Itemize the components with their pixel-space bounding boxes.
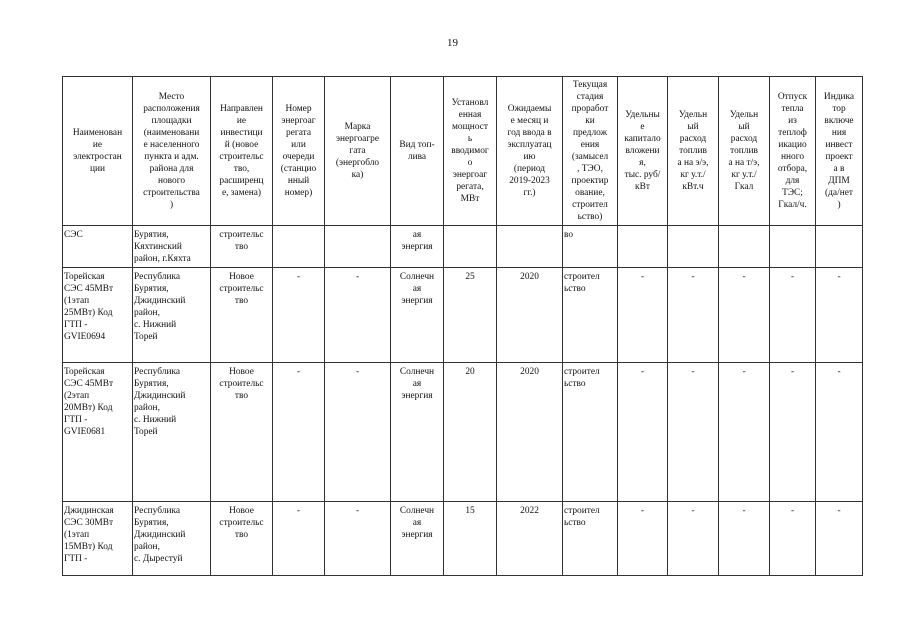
power-plants-table: [62, 76, 863, 576]
table-cell: [325, 226, 391, 268]
header-cell: Удельн ый расход топлив а на э/э, кг у.т./ кВт.ч: [668, 77, 719, 226]
table-cell: Солнечн ая энергия: [391, 363, 444, 502]
table-cell: строител ьство: [563, 268, 618, 363]
header-cell: Удельн ый расход топлив а на т/э, кг у.т./ Гкал: [719, 77, 770, 226]
table-cell: -: [325, 502, 391, 576]
header-cell: Вид топ- лива: [391, 77, 444, 226]
table-cell: -: [273, 363, 325, 502]
table-cell: Бурятия, Кяхтинский район, г.Кяхта: [133, 226, 211, 268]
header-cell: Установл енная мощност ь вводимог о энергоаг регата, МВт: [444, 77, 497, 226]
table-cell: строительс тво: [211, 226, 273, 268]
table-cell: -: [770, 363, 816, 502]
table-cell: 15: [444, 502, 497, 576]
table-cell: -: [273, 502, 325, 576]
header-cell: Ожидаемы е месяц и год ввода в эксплуатац ию (период 2019-2023 гг.): [497, 77, 563, 226]
table-cell: -: [325, 363, 391, 502]
table-cell: -: [668, 502, 719, 576]
table-cell: [668, 226, 719, 268]
header-cell: Направлен ие инвестици й (новое строительс тво, расширенц е, замена): [211, 77, 273, 226]
table-cell: Республика Бурятия, Джидинский район, с. Нижний Торей: [133, 268, 211, 363]
table-cell: -: [719, 363, 770, 502]
table-cell: -: [816, 268, 863, 363]
table-cell: Республика Бурятия, Джидинский район, с. Нижний Торей: [133, 363, 211, 502]
table-cell: -: [618, 363, 668, 502]
table-cell: Солнечн ая энергия: [391, 502, 444, 576]
table-cell: -: [719, 502, 770, 576]
table-cell: Новое строительс тво: [211, 363, 273, 502]
header-cell: Номер энергоаг регата или очереди (станцио нный номер): [273, 77, 325, 226]
table-cell: [273, 226, 325, 268]
header-row: [63, 77, 863, 226]
table-cell: Новое строительс тво: [211, 268, 273, 363]
table-cell: Республика Бурятия, Джидинский район, с. Дырестуй: [133, 502, 211, 576]
table-cell: [719, 226, 770, 268]
table-cell: 20: [444, 363, 497, 502]
header-cell: Наименован ие электростан ции: [63, 77, 133, 226]
table-cell: 25: [444, 268, 497, 363]
table-cell: -: [816, 363, 863, 502]
header-cell: Удельны е капитало вложени я, тыс. руб/ кВт: [618, 77, 668, 226]
table-row: [63, 363, 863, 502]
table-cell: ая энергия: [391, 226, 444, 268]
header-cell: Индика тор включе ния инвест проект а в ДПМ (да/нет ): [816, 77, 863, 226]
table-cell: 2022: [497, 502, 563, 576]
table-cell: [816, 226, 863, 268]
table-cell: 2020: [497, 268, 563, 363]
table-cell: Солнечн ая энергия: [391, 268, 444, 363]
table-cell: Торейская СЭС 45МВт (2этап 20МВт) Код ГТП - GVIE0681: [63, 363, 133, 502]
table-cell: [618, 226, 668, 268]
continuation-row: [63, 226, 863, 268]
table-cell: 2020: [497, 363, 563, 502]
table-cell: [444, 226, 497, 268]
page-number: 19: [447, 37, 458, 49]
header-cell: Место расположения площадки (наименовани е населенного пункта и адм. района для нового строительства ): [133, 77, 211, 226]
header-cell: Текущая стадия проработ ки предлож ения (замысел , ТЭО, проектир ование, строител ьство): [563, 77, 618, 226]
table-row: [63, 502, 863, 576]
table-cell: Новое строительс тво: [211, 502, 273, 576]
table-cell: -: [770, 502, 816, 576]
header-cell: Отпуск тепла из теплоф икацио нного отбора, для ТЭС; Гкал/ч.: [770, 77, 816, 226]
table-cell: -: [618, 268, 668, 363]
table-cell: -: [325, 268, 391, 363]
table-cell: строител ьство: [563, 502, 618, 576]
table-cell: -: [273, 268, 325, 363]
header-cell: Марка энергоагре гата (энергоблo ка): [325, 77, 391, 226]
table-cell: -: [719, 268, 770, 363]
table-cell: -: [668, 268, 719, 363]
table-cell: [497, 226, 563, 268]
table-cell: СЭС: [63, 226, 133, 268]
table-cell: Торейская СЭС 45МВт (1этап 25МВт) Код ГТП - GVIE0694: [63, 268, 133, 363]
table-cell: во: [563, 226, 618, 268]
table-cell: строител ьство: [563, 363, 618, 502]
table-row: [63, 268, 863, 363]
table-cell: -: [770, 268, 816, 363]
table-cell: -: [816, 502, 863, 576]
table-cell: Джидинская СЭС 30МВт (1этап 15МВт) Код ГТП -: [63, 502, 133, 576]
table-cell: -: [668, 363, 719, 502]
table-cell: -: [618, 502, 668, 576]
table-cell: [770, 226, 816, 268]
